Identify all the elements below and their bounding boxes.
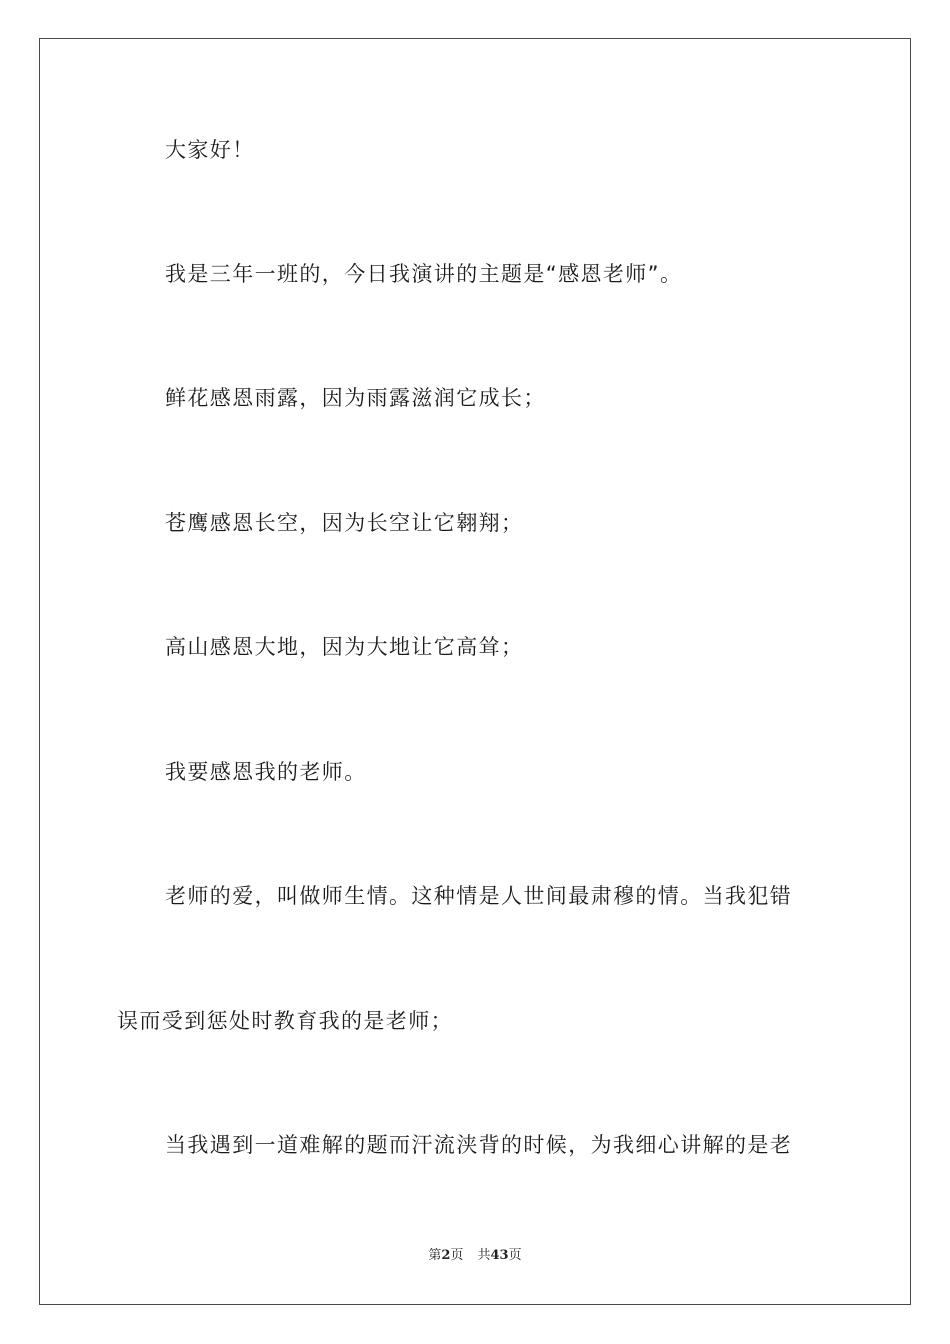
paragraph-flowers: 鲜花感恩雨露，因为雨露滋润它成长； xyxy=(165,386,546,410)
footer-total-prefix: 共 xyxy=(477,1248,491,1263)
total-page-count: 43 xyxy=(490,1248,509,1263)
paragraph-difficult-problem: 当我遇到一道难解的题而汗流浃背的时候，为我细心讲解的是老 xyxy=(165,1133,793,1157)
page-footer xyxy=(0,1247,950,1265)
current-page-number: 2 xyxy=(441,1248,451,1263)
paragraph-greeting: 大家好！ xyxy=(165,138,255,162)
footer-total-suffix: 页 xyxy=(508,1248,522,1263)
paragraph-mountain: 高山感恩大地，因为大地让它高耸； xyxy=(165,635,524,659)
footer-page-suffix: 页 xyxy=(450,1248,464,1263)
paragraph-teacher-love: 老师的爱，叫做师生情。这种情是人世间最肃穆的情。当我犯错 xyxy=(165,884,793,908)
footer-prefix: 第 xyxy=(428,1248,442,1263)
paragraph-eagle: 苍鹰感恩长空，因为长空让它翱翔； xyxy=(165,511,524,535)
paragraph-teacher-love-continued: 误而受到惩处时教育我的是老师； xyxy=(117,1009,453,1033)
page-border xyxy=(39,38,911,1305)
paragraph-intro: 我是三年一班的，今日我演讲的主题是“感恩老师”。 xyxy=(165,262,683,286)
paragraph-thank-teacher: 我要感恩我的老师。 xyxy=(165,760,367,784)
